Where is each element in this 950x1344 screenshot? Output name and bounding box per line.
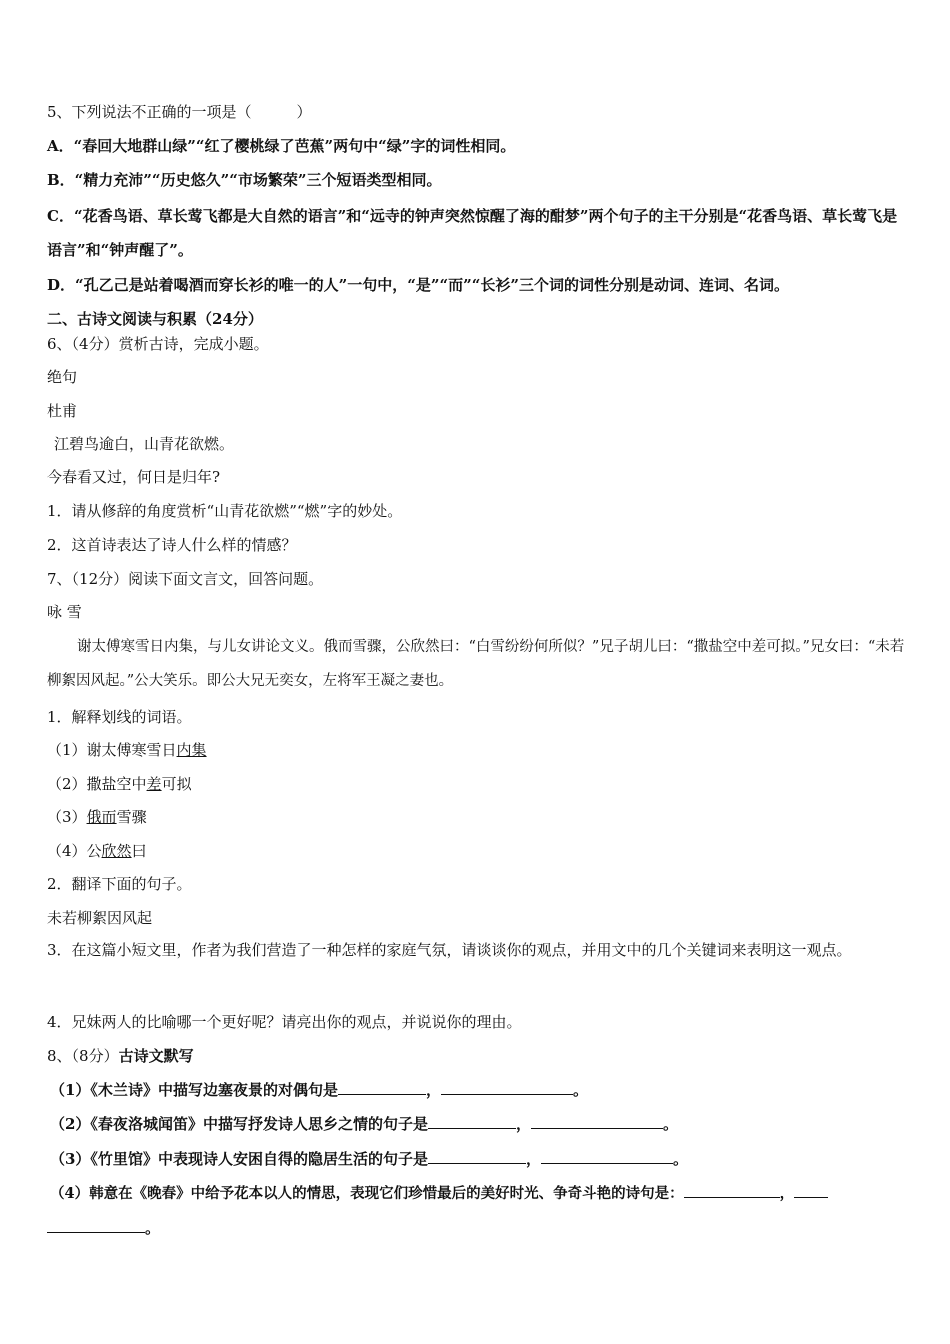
- q7-sub-3: 3．在这篇小短文里，作者为我们营造了一种怎样的家庭气氛，请谈谈你的观点，并用文中的几个关键词来表明这一观点。: [47, 941, 852, 959]
- period: 。: [672, 1150, 688, 1168]
- word-item-3-underlined: 俄而: [86, 808, 117, 826]
- dictation-item-4-cont: [47, 1218, 160, 1238]
- q5-option-c: C．“花香鸟语、草长莺飞都是大自然的语言”和“远寺的钟声突然惊醒了海的酣梦”两个句子的主干分别是“花香鸟语、草长莺飞是语言”和“钟声醒了”。: [47, 207, 898, 259]
- classical-passage: 谢太傅寒雪日内集，与儿女讲论文义。俄而雪骤，公欣然曰：“白雪纷纷何所似？”兄子胡儿曰：“撒盐空中差可拟。”兄女曰：“未若柳絮因风起。”公大笑乐。即公大兄无奕女，左将军王凝之妻也。: [47, 639, 905, 689]
- q7-sub-1: 1．解释划线的词语。: [47, 708, 192, 726]
- q8-stem-number: 8、（8分）: [47, 1047, 119, 1065]
- q5-stem: 5、下列说法不正确的一项是（ ）: [47, 103, 312, 121]
- poem-line-1: 江碧鸟逾白，山青花欲燃。: [54, 435, 235, 453]
- q7-sub-2: 2．翻译下面的句子。: [47, 875, 192, 893]
- answer-blank[interactable]: [47, 1218, 145, 1233]
- word-item-2-rest: 可拟: [161, 775, 192, 793]
- word-item-3-text: （3）: [47, 808, 87, 826]
- answer-blank[interactable]: [338, 1080, 426, 1095]
- q6-sub-2: 2．这首诗表达了诗人什么样的情感？: [47, 536, 297, 554]
- dictation-item-4: [50, 1183, 828, 1204]
- answer-blank[interactable]: [541, 1149, 673, 1164]
- word-item-2: [47, 774, 192, 794]
- passage-title: 咏 雪: [47, 603, 82, 621]
- word-item-3: [47, 807, 147, 827]
- dictation-item-2-text: （2）《春夜洛城闻笛》中描写抒发诗人思乡之情的句子是: [50, 1115, 428, 1133]
- answer-blank[interactable]: [428, 1149, 526, 1164]
- comma: ，: [525, 1150, 541, 1168]
- dictation-item-1-text: （1）《木兰诗》中描写边塞夜景的对偶句是: [50, 1081, 338, 1099]
- q5-option-d: D．“孔乙己是站着喝酒而穿长衫的唯一的人”一句中，“是”“而”“长衫”三个词的词性分别是动词、连词、名词。: [47, 276, 790, 294]
- translate-sentence: 未若柳絮因风起: [47, 909, 153, 927]
- answer-blank[interactable]: [794, 1183, 828, 1198]
- q5-option-b: B．“精力充沛”“历史悠久”“市场繁荣”三个短语类型相同。: [47, 171, 442, 189]
- word-item-4-text: （4）公: [47, 842, 102, 860]
- dictation-item-3-text: （3）《竹里馆》中表现诗人安困自得的隐居生活的句子是: [50, 1150, 428, 1168]
- q6-sub-1: 1．请从修辞的角度赏析“山青花欲燃”“燃”字的妙处。: [47, 502, 403, 520]
- q7-stem: 7、（12分）阅读下面文言文，回答问题。: [47, 570, 324, 588]
- q5-option-a: A．“春回大地群山绿”“红了樱桃绿了芭蕉”两句中“绿”字的词性相同。: [47, 137, 516, 155]
- answer-blank[interactable]: [531, 1114, 663, 1129]
- word-item-1-underlined: 内集: [176, 741, 207, 759]
- comma: ，: [779, 1185, 795, 1202]
- period: 。: [145, 1219, 161, 1237]
- dictation-item-3: [50, 1149, 688, 1169]
- word-item-4-underlined: 欣然: [101, 842, 132, 860]
- q8-stem: [47, 1046, 194, 1066]
- answer-blank[interactable]: [684, 1183, 780, 1198]
- word-item-4-rest: 曰: [131, 842, 147, 860]
- q7-sub-4: 4．兄妹两人的比喻哪一个更好呢？请亮出你的观点，并说说你的理由。: [47, 1013, 522, 1031]
- q6-stem: 6、（4分）赏析古诗，完成小题。: [47, 335, 269, 353]
- dictation-item-1: [50, 1080, 588, 1100]
- comma: ，: [515, 1115, 531, 1133]
- poem-line-2: 今春看又过，何日是归年?: [47, 468, 221, 486]
- word-item-2-text: （2）撒盐空中: [47, 775, 147, 793]
- word-item-3-rest: 雪骤: [116, 808, 147, 826]
- poem-title: 绝句: [47, 368, 78, 386]
- word-item-4: [47, 841, 147, 861]
- q8-stem-title: 古诗文默写: [118, 1047, 194, 1065]
- poem-author: 杜甫: [47, 402, 78, 420]
- comma: ，: [425, 1081, 441, 1099]
- period: 。: [572, 1081, 588, 1099]
- dictation-item-2: [50, 1114, 678, 1134]
- period: 。: [662, 1115, 678, 1133]
- word-item-1-text: （1）谢太傅寒雪日: [47, 741, 177, 759]
- word-item-2-underlined: 差: [146, 775, 162, 793]
- answer-blank[interactable]: [428, 1114, 516, 1129]
- dictation-item-4-text: （4）韩意在《晚春》中给予花本以人的情思，表现它们珍惜最后的美好时光、争奇斗艳的诗句是：: [50, 1185, 684, 1202]
- word-item-1: [47, 740, 207, 760]
- section-2-heading: 二、古诗文阅读与积累（24分）: [47, 310, 263, 328]
- answer-blank[interactable]: [441, 1080, 573, 1095]
